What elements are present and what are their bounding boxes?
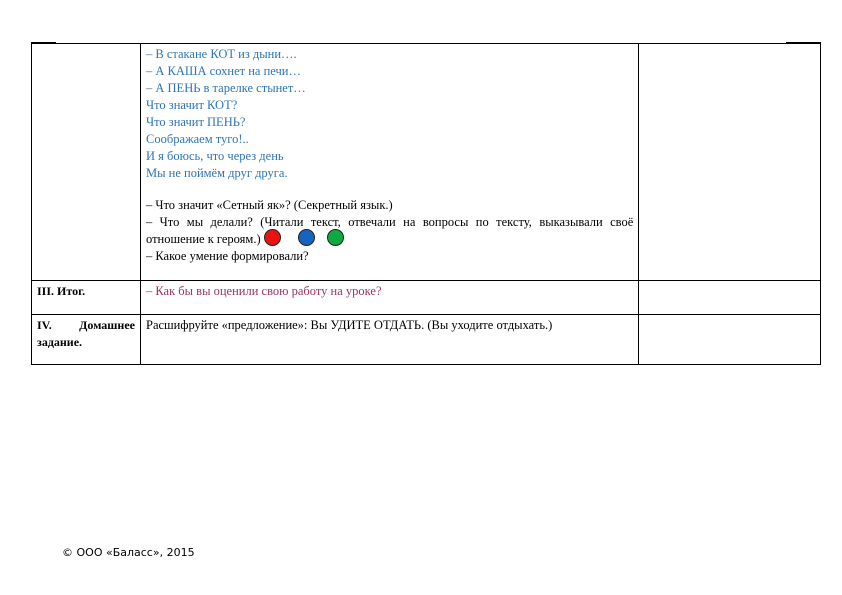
- stage-label: III. Итог.: [37, 284, 86, 298]
- question-line: – Какое умение формировали?: [146, 249, 309, 263]
- stage-cell: [32, 44, 141, 281]
- poem-line: – А ПЕНЬ в тарелке стынет…: [146, 81, 306, 95]
- homework-text: Расшифруйте «предложение»: Вы УДИТЕ ОТДАТЬ. (Вы уходите отдыхать.): [146, 318, 553, 332]
- question-line: – Что значит «Сетный як»? (Секретный язык.): [146, 198, 393, 212]
- content-cell: [141, 315, 639, 365]
- poem-line: Соображаем туго!..: [146, 132, 249, 146]
- summary-question: – Как бы вы оценили свою работу на уроке?: [146, 284, 382, 298]
- poem-line: Что значит ПЕНЬ?: [146, 115, 246, 129]
- border-tick: [786, 42, 821, 43]
- table-row: [32, 281, 821, 315]
- notes-cell: [639, 281, 821, 315]
- stage-number: IV.: [37, 318, 52, 332]
- poem-line: И я боюсь, что через день: [146, 149, 284, 163]
- border-tick: [31, 42, 56, 43]
- stage-word: Домашнее: [79, 318, 135, 332]
- content-cell: [141, 44, 639, 281]
- poem-line: – В стакане КОТ из дыни….: [146, 47, 297, 61]
- color-dots: [264, 231, 364, 248]
- stage-cell: [32, 281, 141, 315]
- table-row: [32, 315, 821, 365]
- question-paragraph: [146, 214, 633, 248]
- poem-line: Мы не поймём друг друга.: [146, 166, 288, 180]
- notes-cell: [639, 44, 821, 281]
- green-circle-icon: [327, 229, 344, 246]
- stage-label: [37, 317, 135, 334]
- stage-word-2: задание.: [37, 335, 83, 349]
- lesson-table: [31, 43, 821, 365]
- content-cell: [141, 281, 639, 315]
- red-circle-icon: [264, 229, 281, 246]
- table-row: [32, 44, 821, 281]
- stage-cell: [32, 315, 141, 365]
- copyright-footer: © ООО «Баласс», 2015: [62, 546, 195, 559]
- notes-cell: [639, 315, 821, 365]
- blue-circle-icon: [298, 229, 315, 246]
- poem-line: – А КАША сохнет на печи…: [146, 64, 301, 78]
- question-text: – Что мы делали? (Читали текст, отвечали на вопросы по тексту, выказывали своё отношение к героям.): [146, 215, 634, 246]
- poem-line: Что значит КОТ?: [146, 98, 238, 112]
